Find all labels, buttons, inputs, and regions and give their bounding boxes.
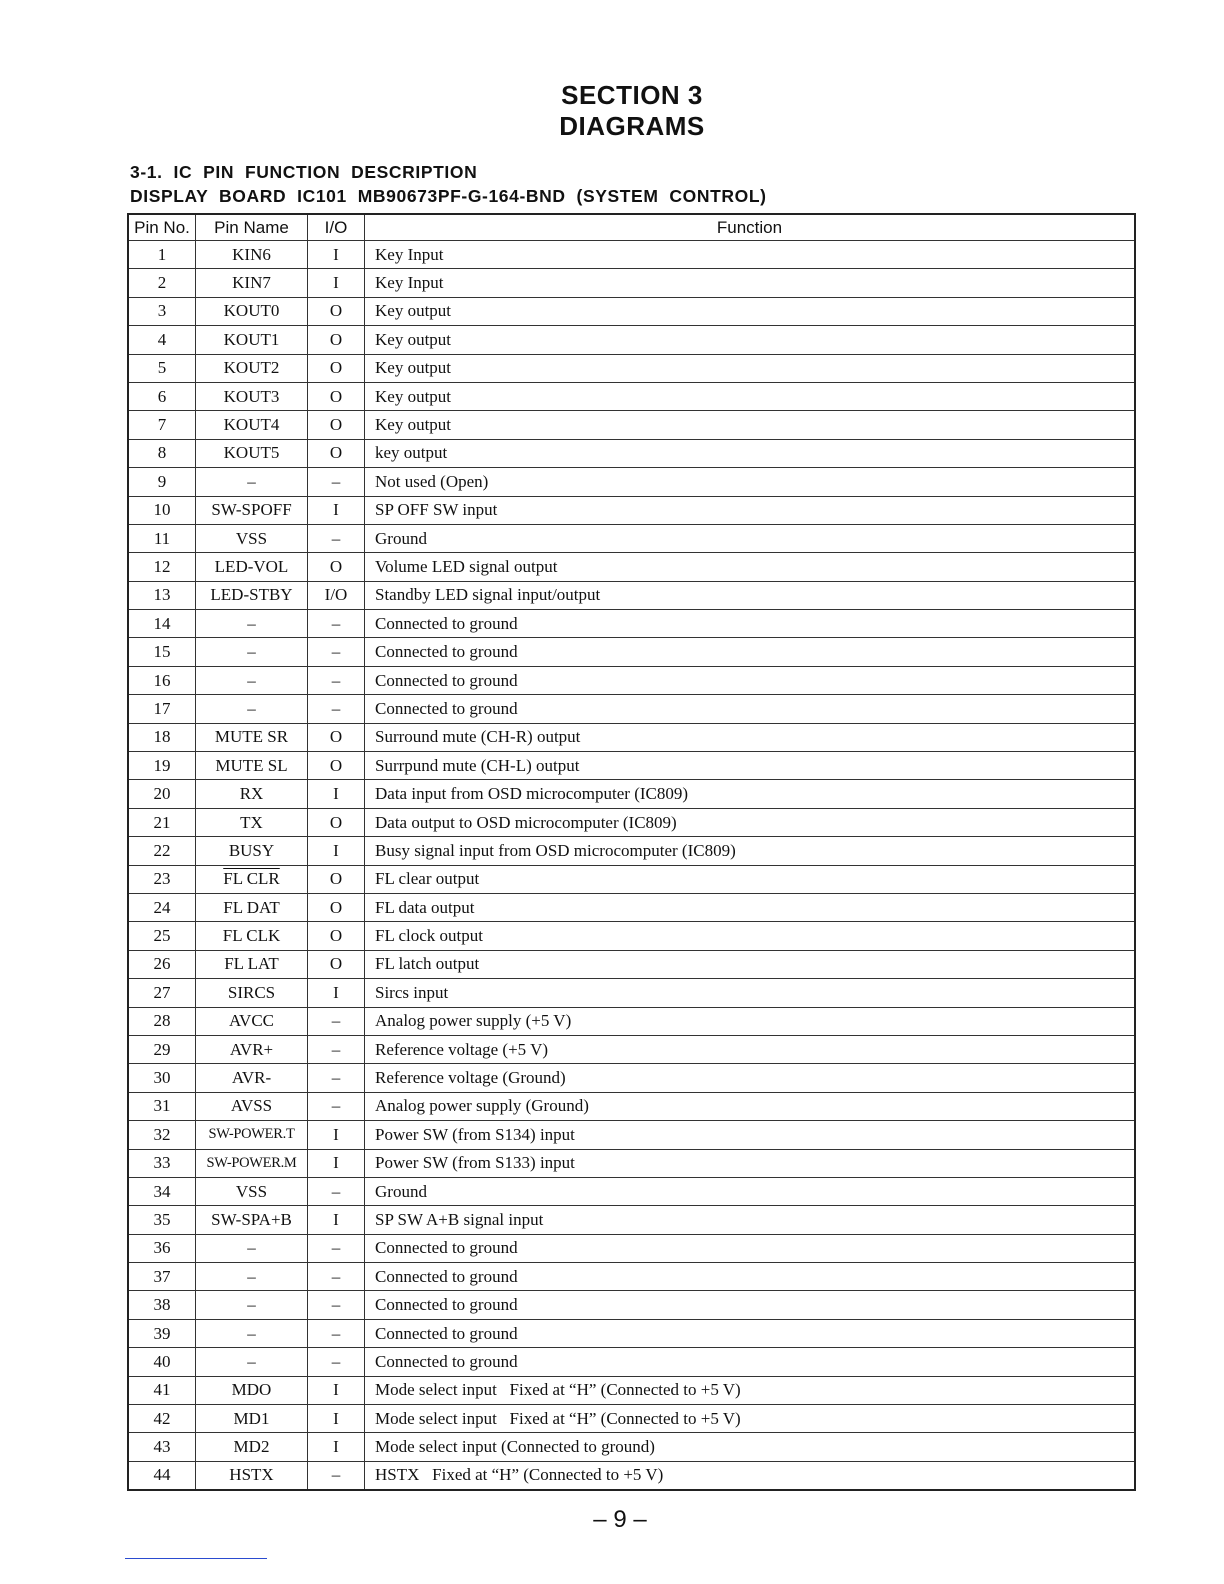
pin-name-cell: – xyxy=(196,666,308,694)
pin-io-cell: – xyxy=(308,1291,365,1319)
pin-name-cell: – xyxy=(196,1263,308,1291)
pin-function-cell: Surrpund mute (CH-L) output xyxy=(365,752,1136,780)
pin-io-cell: – xyxy=(308,1319,365,1347)
pin-number-cell: 6 xyxy=(128,382,196,410)
table-row xyxy=(128,950,1135,978)
column-header-pin-no: Pin No. xyxy=(128,214,196,241)
pin-io-cell: O xyxy=(308,553,365,581)
pin-name-cell: VSS xyxy=(196,1177,308,1205)
pin-name-cell: MD1 xyxy=(196,1405,308,1433)
pin-function-cell: FL latch output xyxy=(365,950,1136,978)
pin-number-cell: 9 xyxy=(128,468,196,496)
table-header-row xyxy=(128,214,1135,241)
pin-io-cell: – xyxy=(308,610,365,638)
pin-number-cell: 38 xyxy=(128,1291,196,1319)
pin-name-cell: KOUT0 xyxy=(196,297,308,325)
pin-io-cell: – xyxy=(308,524,365,552)
pin-name-cell: SW-POWER.M xyxy=(196,1149,308,1177)
pin-function-cell: Mode select input (Connected to ground) xyxy=(365,1433,1136,1461)
pin-io-cell: – xyxy=(308,1461,365,1490)
table-row xyxy=(128,1319,1135,1347)
pin-number-cell: 37 xyxy=(128,1263,196,1291)
pin-number-cell: 10 xyxy=(128,496,196,524)
pin-number-cell: 32 xyxy=(128,1121,196,1149)
pin-function-cell: Volume LED signal output xyxy=(365,553,1136,581)
table-row xyxy=(128,439,1135,467)
table-row xyxy=(128,1121,1135,1149)
subsection-title: 3-1. IC PIN FUNCTION DESCRIPTION xyxy=(130,162,478,182)
table-row xyxy=(128,1234,1135,1262)
pin-function-table xyxy=(127,213,1136,1491)
table-row xyxy=(128,269,1135,297)
table-row xyxy=(128,1461,1135,1490)
pin-function-cell: Busy signal input from OSD microcomputer (IC809) xyxy=(365,837,1136,865)
pin-name-cell: MUTE SL xyxy=(196,752,308,780)
pin-number-cell: 35 xyxy=(128,1206,196,1234)
pin-io-cell: I/O xyxy=(308,581,365,609)
page-number: – 9 – xyxy=(593,1506,647,1533)
pin-function-cell: FL clock output xyxy=(365,922,1136,950)
pin-number-cell: 5 xyxy=(128,354,196,382)
pin-name-cell: SIRCS xyxy=(196,979,308,1007)
pin-number-cell: 1 xyxy=(128,241,196,269)
pin-name-cell: MD2 xyxy=(196,1433,308,1461)
table-row xyxy=(128,553,1135,581)
pin-number-cell: 2 xyxy=(128,269,196,297)
pin-name-cell: – xyxy=(196,1319,308,1347)
table-row xyxy=(128,1291,1135,1319)
table-row xyxy=(128,1177,1135,1205)
pin-io-cell: O xyxy=(308,922,365,950)
pin-io-cell: O xyxy=(308,950,365,978)
pin-name-cell: VSS xyxy=(196,524,308,552)
pin-io-cell: I xyxy=(308,496,365,524)
pin-number-cell: 20 xyxy=(128,780,196,808)
pin-number-cell: 42 xyxy=(128,1405,196,1433)
pin-number-cell: 8 xyxy=(128,439,196,467)
table-body xyxy=(128,241,1135,1491)
table-row xyxy=(128,297,1135,325)
table-row xyxy=(128,382,1135,410)
table-row xyxy=(128,1263,1135,1291)
pin-name-cell: AVR+ xyxy=(196,1035,308,1063)
table-row xyxy=(128,837,1135,865)
column-header-pin-name: Pin Name xyxy=(196,214,308,241)
pin-number-cell: 26 xyxy=(128,950,196,978)
pin-io-cell: O xyxy=(308,326,365,354)
pin-io-cell: O xyxy=(308,439,365,467)
table-row xyxy=(128,865,1135,893)
table-row xyxy=(128,524,1135,552)
pin-io-cell: I xyxy=(308,1433,365,1461)
pin-io-cell: O xyxy=(308,297,365,325)
pin-number-cell: 27 xyxy=(128,979,196,1007)
pin-function-cell: Analog power supply (Ground) xyxy=(365,1092,1136,1120)
pin-io-cell: I xyxy=(308,1405,365,1433)
table-row xyxy=(128,1007,1135,1035)
pin-number-cell: 33 xyxy=(128,1149,196,1177)
table-row xyxy=(128,610,1135,638)
pin-io-cell: – xyxy=(308,695,365,723)
table-row xyxy=(128,979,1135,1007)
pin-name-cell: KOUT4 xyxy=(196,411,308,439)
pin-name-cell: – xyxy=(196,610,308,638)
pin-name-cell: AVR- xyxy=(196,1064,308,1092)
pin-function-cell: Sircs input xyxy=(365,979,1136,1007)
pin-io-cell: I xyxy=(308,1206,365,1234)
pin-name-cell: KOUT5 xyxy=(196,439,308,467)
pin-number-cell: 19 xyxy=(128,752,196,780)
pin-io-cell: – xyxy=(308,1035,365,1063)
pin-number-cell: 15 xyxy=(128,638,196,666)
pin-function-cell: Connected to ground xyxy=(365,695,1136,723)
pin-name-cell: MUTE SR xyxy=(196,723,308,751)
table-row xyxy=(128,411,1135,439)
pin-number-cell: 12 xyxy=(128,553,196,581)
pin-io-cell: I xyxy=(308,241,365,269)
pin-io-cell: O xyxy=(308,723,365,751)
pin-number-cell: 3 xyxy=(128,297,196,325)
pin-function-cell: Data output to OSD microcomputer (IC809) xyxy=(365,808,1136,836)
pin-function-cell: Ground xyxy=(365,524,1136,552)
pin-function-cell: Surround mute (CH-R) output xyxy=(365,723,1136,751)
table-row xyxy=(128,354,1135,382)
pin-name-cell: FL LAT xyxy=(196,950,308,978)
pin-io-cell: O xyxy=(308,354,365,382)
pin-function-cell: Ground xyxy=(365,1177,1136,1205)
pin-function-cell: Power SW (from S133) input xyxy=(365,1149,1136,1177)
table-row xyxy=(128,922,1135,950)
pin-function-cell: FL data output xyxy=(365,893,1136,921)
pin-io-cell: – xyxy=(308,1263,365,1291)
pin-function-cell: Key output xyxy=(365,297,1136,325)
pin-number-cell: 16 xyxy=(128,666,196,694)
pin-number-cell: 22 xyxy=(128,837,196,865)
pin-name-cell: HSTX xyxy=(196,1461,308,1490)
table-row xyxy=(128,326,1135,354)
pin-number-cell: 36 xyxy=(128,1234,196,1262)
table-row xyxy=(128,1206,1135,1234)
pin-name-cell: – xyxy=(196,468,308,496)
pin-number-cell: 40 xyxy=(128,1348,196,1376)
pin-function-cell: Data input from OSD microcomputer (IC809) xyxy=(365,780,1136,808)
pin-function-cell: Key output xyxy=(365,411,1136,439)
pin-function-cell: Key output xyxy=(365,382,1136,410)
pin-number-cell: 44 xyxy=(128,1461,196,1490)
pin-function-cell: Connected to ground xyxy=(365,1319,1136,1347)
pin-io-cell: I xyxy=(308,269,365,297)
pin-number-cell: 11 xyxy=(128,524,196,552)
pin-number-cell: 4 xyxy=(128,326,196,354)
pin-function-cell: SP OFF SW input xyxy=(365,496,1136,524)
pin-function-cell: Connected to ground xyxy=(365,1291,1136,1319)
table-row xyxy=(128,808,1135,836)
pin-number-cell: 30 xyxy=(128,1064,196,1092)
pin-function-cell: Connected to ground xyxy=(365,1234,1136,1262)
pin-name-cell: – xyxy=(196,1348,308,1376)
pin-io-cell: – xyxy=(308,638,365,666)
pin-name-cell: KOUT1 xyxy=(196,326,308,354)
pin-function-cell: Mode select input Fixed at “H” (Connected to +5 V) xyxy=(365,1405,1136,1433)
pin-name-cell: KIN7 xyxy=(196,269,308,297)
pin-number-cell: 34 xyxy=(128,1177,196,1205)
section-title: DIAGRAMS xyxy=(559,111,705,141)
pin-io-cell: O xyxy=(308,411,365,439)
table-row xyxy=(128,241,1135,269)
pin-function-cell: HSTX Fixed at “H” (Connected to +5 V) xyxy=(365,1461,1136,1490)
pin-io-cell: – xyxy=(308,666,365,694)
table-row xyxy=(128,1149,1135,1177)
pin-io-cell: O xyxy=(308,752,365,780)
table-row xyxy=(128,780,1135,808)
pin-io-cell: I xyxy=(308,1121,365,1149)
pin-function-cell: Analog power supply (+5 V) xyxy=(365,1007,1136,1035)
table-row xyxy=(128,1035,1135,1063)
pin-io-cell: – xyxy=(308,468,365,496)
footer-rule xyxy=(125,1558,267,1559)
pin-name-cell: – xyxy=(196,695,308,723)
pin-io-cell: – xyxy=(308,1007,365,1035)
pin-function-cell: Key Input xyxy=(365,269,1136,297)
pin-name-cell: – xyxy=(196,638,308,666)
pin-number-cell: 13 xyxy=(128,581,196,609)
pin-io-cell: O xyxy=(308,893,365,921)
column-header-io: I/O xyxy=(308,214,365,241)
pin-function-cell: Power SW (from S134) input xyxy=(365,1121,1136,1149)
table-row xyxy=(128,666,1135,694)
column-header-function: Function xyxy=(365,214,1136,241)
table-row xyxy=(128,752,1135,780)
pin-function-cell: Connected to ground xyxy=(365,666,1136,694)
pin-number-cell: 25 xyxy=(128,922,196,950)
pin-name-cell: KOUT3 xyxy=(196,382,308,410)
table-row xyxy=(128,1348,1135,1376)
pin-number-cell: 39 xyxy=(128,1319,196,1347)
pin-function-cell: Connected to ground xyxy=(365,1263,1136,1291)
pin-name-cell: AVCC xyxy=(196,1007,308,1035)
pin-function-cell: Connected to ground xyxy=(365,638,1136,666)
pin-function-cell: Standby LED signal input/output xyxy=(365,581,1136,609)
pin-name-cell: SW-SPOFF xyxy=(196,496,308,524)
pin-function-cell: Key Input xyxy=(365,241,1136,269)
pin-function-cell: FL clear output xyxy=(365,865,1136,893)
pin-name-cell: KIN6 xyxy=(196,241,308,269)
pin-number-cell: 31 xyxy=(128,1092,196,1120)
pin-name-cell: – xyxy=(196,1234,308,1262)
pin-number-cell: 14 xyxy=(128,610,196,638)
pin-name-cell: SW-SPA+B xyxy=(196,1206,308,1234)
pin-io-cell: O xyxy=(308,382,365,410)
pin-function-cell: Reference voltage (+5 V) xyxy=(365,1035,1136,1063)
table-row xyxy=(128,723,1135,751)
pin-io-cell: – xyxy=(308,1092,365,1120)
pin-name-cell: LED-STBY xyxy=(196,581,308,609)
pin-name-cell: SW-POWER.T xyxy=(196,1121,308,1149)
pin-io-cell: I xyxy=(308,1376,365,1404)
pin-function-cell: Connected to ground xyxy=(365,610,1136,638)
pin-function-cell: Not used (Open) xyxy=(365,468,1136,496)
pin-name-cell: KOUT2 xyxy=(196,354,308,382)
pin-number-cell: 18 xyxy=(128,723,196,751)
table-row xyxy=(128,1405,1135,1433)
pin-io-cell: – xyxy=(308,1064,365,1092)
pin-io-cell: – xyxy=(308,1177,365,1205)
table-row xyxy=(128,468,1135,496)
section-number: SECTION 3 xyxy=(561,80,703,110)
table-row xyxy=(128,1433,1135,1461)
pin-name-cell: BUSY xyxy=(196,837,308,865)
pin-name-cell: FL CLK xyxy=(196,922,308,950)
board-ic-title: DISPLAY BOARD IC101 MB90673PF-G-164-BND (SYSTEM CONTROL) xyxy=(130,186,767,206)
pin-io-cell: – xyxy=(308,1348,365,1376)
pin-name-cell: FL CLR xyxy=(196,865,308,893)
pin-function-cell: Key output xyxy=(365,354,1136,382)
pin-name-cell: MDO xyxy=(196,1376,308,1404)
pin-number-cell: 41 xyxy=(128,1376,196,1404)
pin-number-cell: 29 xyxy=(128,1035,196,1063)
pin-name-cell: TX xyxy=(196,808,308,836)
table-row xyxy=(128,638,1135,666)
pin-number-cell: 17 xyxy=(128,695,196,723)
pin-io-cell: I xyxy=(308,780,365,808)
pin-number-cell: 7 xyxy=(128,411,196,439)
pin-name-cell: AVSS xyxy=(196,1092,308,1120)
pin-number-cell: 24 xyxy=(128,893,196,921)
pin-io-cell: I xyxy=(308,1149,365,1177)
pin-number-cell: 23 xyxy=(128,865,196,893)
table-row xyxy=(128,1064,1135,1092)
pin-function-cell: Mode select input Fixed at “H” (Connected to +5 V) xyxy=(365,1376,1136,1404)
pin-io-cell: I xyxy=(308,837,365,865)
pin-function-cell: Key output xyxy=(365,326,1136,354)
pin-name-cell: – xyxy=(196,1291,308,1319)
table-row xyxy=(128,893,1135,921)
section-heading xyxy=(0,80,1224,142)
pin-function-cell: Reference voltage (Ground) xyxy=(365,1064,1136,1092)
pin-io-cell: O xyxy=(308,865,365,893)
pin-io-cell: – xyxy=(308,1234,365,1262)
pin-number-cell: 21 xyxy=(128,808,196,836)
pin-name-cell: RX xyxy=(196,780,308,808)
pin-function-cell: SP SW A+B signal input xyxy=(365,1206,1136,1234)
pin-name-cell: FL DAT xyxy=(196,893,308,921)
pin-number-cell: 28 xyxy=(128,1007,196,1035)
table-row xyxy=(128,695,1135,723)
pin-io-cell: O xyxy=(308,808,365,836)
table-row xyxy=(128,496,1135,524)
pin-number-cell: 43 xyxy=(128,1433,196,1461)
pin-io-cell: I xyxy=(308,979,365,1007)
pin-name-cell: LED-VOL xyxy=(196,553,308,581)
pin-function-cell: Connected to ground xyxy=(365,1348,1136,1376)
table-row xyxy=(128,1376,1135,1404)
table-row xyxy=(128,1092,1135,1120)
table-row xyxy=(128,581,1135,609)
pin-function-cell: key output xyxy=(365,439,1136,467)
